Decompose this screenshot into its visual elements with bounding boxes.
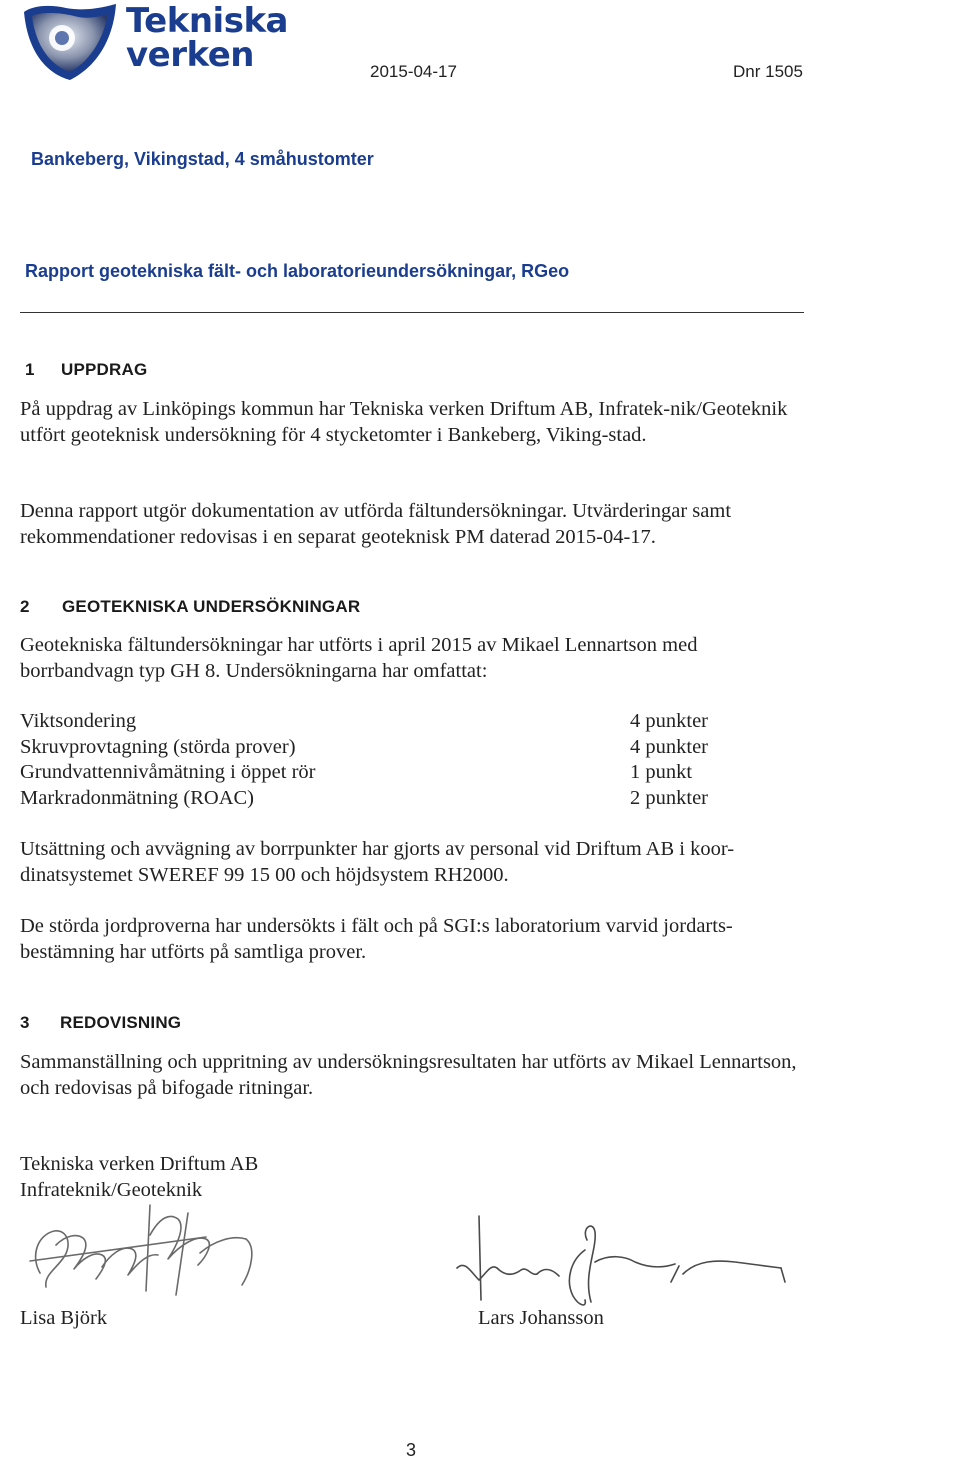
section-title: UPPDRAG — [61, 360, 148, 379]
table-row — [20, 735, 740, 761]
section-number: 2 — [20, 597, 30, 616]
investigation-count: 1 punkt — [630, 761, 693, 783]
section-1-paragraph-2: Denna rapport utgör dokumentation av utförda fältundersökningar. Utvärderingar samt rekommendationer redovisas i en separat geoteknisk PM daterad 2015-04-17. — [20, 500, 732, 548]
signatory-name: Lisa Björk — [20, 1307, 108, 1329]
investigation-method: Skruvprovtagning (störda prover) — [20, 735, 296, 758]
handwritten-signature-icon — [10, 1195, 280, 1305]
handwritten-signature-icon — [445, 1210, 795, 1320]
section-title: REDOVISNING — [60, 1013, 182, 1032]
title-divider — [20, 312, 804, 313]
investigation-method: Viktsondering — [20, 710, 137, 732]
section-number: 3 — [20, 1013, 30, 1032]
investigation-count: 4 punkter — [630, 735, 708, 758]
investigation-method: Grundvattennivåmätning i öppet rör — [20, 761, 316, 783]
project-title: Bankeberg, Vikingstad, 4 småhustomter — [31, 149, 374, 169]
section-title: GEOTEKNISKA UNDERSÖKNINGAR — [62, 597, 361, 616]
section-3-heading — [20, 1013, 181, 1033]
page-number: 3 — [406, 1440, 417, 1460]
investigation-method: Markradonmätning (ROAC) — [20, 786, 254, 809]
signature-department: Infrateknik/Geoteknik — [20, 1178, 203, 1201]
company-logo — [18, 2, 318, 84]
logo-line-1: Tekniska — [126, 1, 288, 41]
section-3-paragraph-1: Sammanställning och uppritning av undersökningsresultaten har utförts av Mikael Lennartson, och redovisas på bifogade ritningar. — [20, 1051, 797, 1099]
section-2-paragraph-2: Utsättning och avvägning av borrpunkter har gjorts av personal vid Driftum AB i koor-dinatsystemet SWEREF 99 15 00 och höjdsystem RH2000. — [20, 838, 735, 886]
investigations-table — [20, 709, 740, 811]
document-date: 2015-04-17 — [370, 62, 457, 81]
section-2-paragraph-1: Geotekniska fältundersökningar har utförts i april 2015 av Mikael Lennartson med borrbandvagn typ GH 8. Undersökningarna har omfattat: — [20, 634, 698, 682]
investigation-count: 2 punkter — [630, 786, 708, 809]
report-title: Rapport geotekniska fält- och laboratorieundersökningar, RGeo — [25, 261, 570, 281]
section-2-paragraph-3: De störda jordproverna har undersökts i fält och på SGI:s laboratorium varvid jordarts-bestämning har utförts på samtliga prover. — [20, 915, 733, 963]
logo-line-2: verken — [126, 35, 254, 75]
signature-company: Tekniska verken Driftum AB — [20, 1153, 259, 1175]
table-row — [20, 786, 740, 812]
section-2-heading — [20, 597, 360, 617]
section-1-heading — [25, 360, 147, 380]
investigation-count: 4 punkter — [630, 710, 708, 732]
logo-text — [126, 1, 288, 75]
document-number: Dnr 1505 — [733, 62, 803, 81]
section-1-paragraph-1: På uppdrag av Linköpings kommun har Tekniska verken Driftum AB, Infratek-nik/Geoteknik utfört geoteknisk undersökning för 4 stycketomter i Bankeberg, Viking-stad. — [20, 398, 788, 446]
section-number: 1 — [25, 360, 35, 379]
table-row — [20, 709, 740, 735]
table-row — [20, 760, 740, 786]
tekniska-verken-logo-icon — [18, 2, 118, 84]
signatory-name: Lars Johansson — [478, 1307, 604, 1329]
